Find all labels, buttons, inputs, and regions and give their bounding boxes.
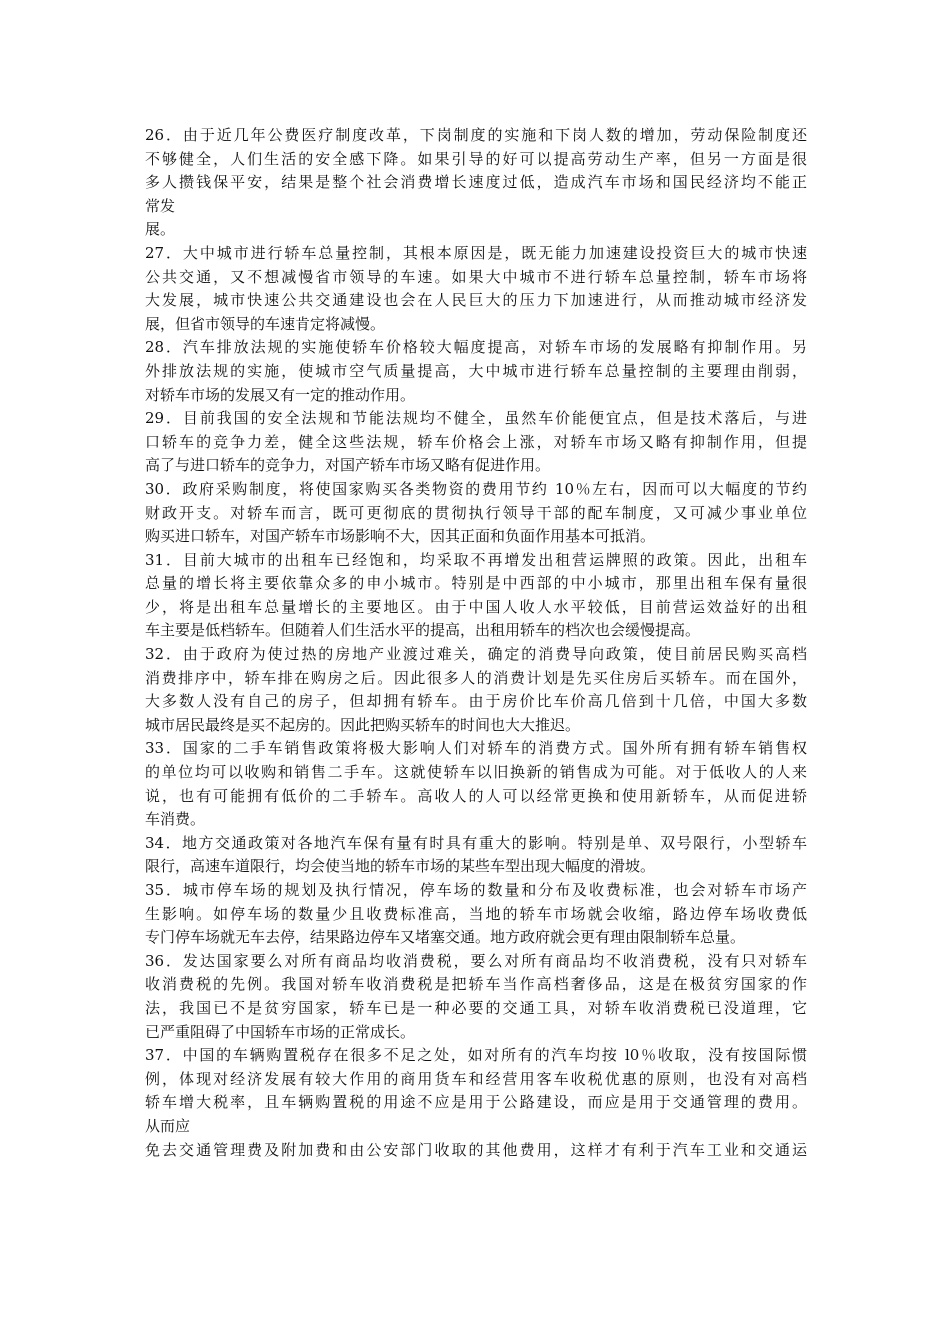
text-line: 对轿车市场的发展又有一定的推动作用。: [145, 385, 416, 404]
paragraph-p36: [145, 950, 807, 1044]
text-line: 少，将是出租车总量增长的主要地区。由于中国人收人水平较低，目前营运效益好的出租: [145, 597, 807, 616]
document-page: [145, 124, 807, 1162]
text-line: 大多数人没有自己的房子，但却拥有轿车。由于房价比车价高几倍到十几倍，中国大多数: [145, 692, 807, 711]
text-line: 多人攒钱保平安，结果是整个社会消费增长速度过低，造成汽车市场和国民经济均不能正: [145, 173, 807, 192]
paragraph-p32: [145, 643, 807, 737]
text-line: 33．国家的二手车销售政策将极大影响人们对轿车的消费方式。国外所有拥有轿车销售权: [145, 739, 807, 758]
text-line: 购买进口轿车，对国产轿车市场影响不大，因其正面和负面作用基本可抵消。: [145, 527, 656, 546]
paragraph-p30: [145, 478, 807, 549]
paragraph-p33: [145, 737, 807, 831]
text-line: 已严重阻碍了中国轿车市场的正常成长。: [145, 1022, 416, 1041]
text-line: 的单位均可以收购和销售二手车。这就使轿车以旧换新的销售成为可能。对于低收人的人来: [145, 763, 807, 782]
text-line: 说，也有可能拥有低价的二手轿车。高收人的人可以经常更换和使用新轿车，从而促进轿: [145, 786, 807, 805]
text-line: 26．由于近几年公费医疗制度改革，下岗制度的实施和下岗人数的增加，劳动保险制度还: [145, 126, 807, 144]
text-line: 轿车增大税率，且车辆购置税的用途不应是用于公路建设，而应是用于交通管理的费用。: [145, 1093, 807, 1112]
text-line: 从而应: [145, 1116, 191, 1135]
text-line: 29．目前我国的安全法规和节能法规均不健全，虽然车价能便宜点，但是技术落后，与进: [145, 409, 807, 428]
text-line: 免去交通管理费及附加费和由公安部门收取的其他费用，这样才有利于汽车工业和交通运: [145, 1140, 807, 1159]
paragraph-p29: [145, 407, 807, 478]
text-line: 生影响。如停车场的数量少且收费标准高，当地的轿车市场就会收缩，路边停车场收费低: [145, 904, 807, 923]
text-line: 口轿车的竞争力差，健全这些法规，轿车价格会上涨，对轿车市场又略有抑制作用，但提: [145, 432, 807, 451]
text-line: 财政开支。对轿车而言，既可更彻底的贯彻执行领导干部的配车制度，又可减少事业单位: [145, 503, 807, 522]
text-line: 高了与进口轿车的竞争力，对国产轿车市场又略有促进作用。: [145, 456, 551, 475]
text-line: 34．地方交通政策对各地汽车保有量有时具有重大的影响。特别是单、双号限行，小型轿车: [145, 833, 807, 852]
text-line: 30．政府采购制度，将使国家购买各类物资的费用节约 10％左右，因而可以大幅度的节约: [145, 479, 807, 498]
text-line: 总量的增长将主要依靠众多的申小城市。特别是中西部的中小城市，那里出租车保有量很: [145, 574, 807, 593]
paragraph-p31: [145, 549, 807, 643]
text-line: 31．目前大城市的出租车已经饱和，均采取不再增发出租营运牌照的政策。因此，出租车: [145, 550, 807, 569]
paragraph-p37: [145, 1044, 807, 1162]
text-line: 消费排序中，轿车排在购房之后。因此很多人的消费计划是先买住房后买轿车。而在国外，: [145, 668, 807, 687]
text-line: 专门停车场就无车去停，结果路边停车又堵塞交通。地方政府就会更有理由限制轿车总量。: [145, 928, 746, 947]
paragraph-p35: [145, 879, 807, 950]
text-line: 公共交通，又不想减慢省市领导的车速。如果大中城市不进行轿车总量控制，轿车市场将: [145, 267, 807, 286]
text-line: 法，我国已不是贫穷国家，轿车已是一种必要的交通工具，对轿车收消费税已没道理，它: [145, 998, 807, 1017]
text-line: 28．汽车排放法规的实施使轿车价格较大幅度提高，对轿车市场的发展略有抑制作用。另: [145, 338, 807, 357]
text-line: 车主要是低档轿车。但随着人们生活水平的提高，出租用轿车的档次也会缓慢提高。: [145, 621, 701, 640]
text-line: 限行，高速车道限行，均会使当地的轿车市场的某些车型出现大幅度的滑坡。: [145, 857, 656, 876]
text-line: 展。: [145, 220, 176, 239]
text-line: 不够健全，人们生活的安全感下降。如果引导的好可以提高劳动生产率，但另一方面是很: [145, 149, 807, 168]
paragraph-p34: [145, 832, 807, 879]
text-line: 37．中国的车辆购置税存在很多不足之处，如对所有的汽车均按 l0％收取，没有按国际惯: [145, 1046, 807, 1065]
paragraph-p26: [145, 124, 807, 242]
text-line: 36．发达国家要么对所有商品均收消费税，要么对所有商品均不收消费税，没有只对轿车: [145, 951, 807, 970]
text-line: 城市居民最终是买不起房的。因此把购买轿车的时间也大大推迟。: [145, 715, 581, 734]
text-line: 车消费。: [145, 810, 206, 829]
text-line: 展，但省市领导的车速肯定将减慢。: [145, 314, 386, 333]
text-line: 27．大中城市进行轿车总量控制，其根本原因是，既无能力加速建设投资巨大的城市快速: [145, 243, 807, 262]
text-line: 外排放法规的实施，使城市空气质量提高，大中城市进行轿车总量控制的主要理由削弱，: [145, 361, 807, 380]
text-line: 收消费税的先例。我国对轿车收消费税是把轿车当作高档奢侈品，这是在极贫穷国家的作: [145, 975, 807, 994]
text-line: 常发: [145, 196, 176, 215]
text-line: 例，体现对经济发展有较大作用的商用货车和经营用客车收税优惠的原则，也没有对高档: [145, 1069, 807, 1088]
text-line: 35．城市停车场的规划及执行情况，停车场的数量和分布及收费标准，也会对轿车市场产: [145, 881, 807, 899]
paragraph-p28: [145, 336, 807, 407]
paragraph-p27: [145, 242, 807, 336]
text-line: 32．由于政府为使过热的房地产业渡过难关，确定的消费导向政策，使目前居民购买高档: [145, 645, 807, 664]
text-line: 大发展，城市快速公共交通建设也会在人民巨大的压力下加速进行，从而推动城市经济发: [145, 291, 807, 310]
